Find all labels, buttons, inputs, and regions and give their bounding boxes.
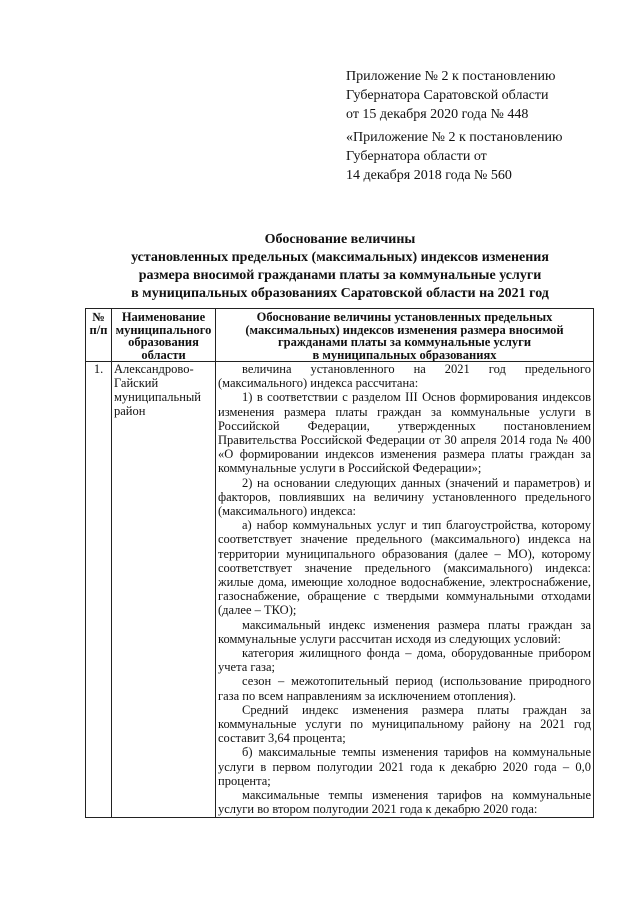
basis-paragraph: а) набор коммунальных услуг и тип благоустройства, которому соответствует значение предельного (максимального) индекса на территории муниципального образования (далее – МО), которому соответствует значение предельного (максимального) индекса: жилые дома, имеющие холодное водоснабжение, электроснабжение, газоснабжение, обращение с твердыми коммунальными отходами (далее – ТКО); [218, 518, 591, 618]
appendix-line: Приложение № 2 к постановлению [346, 69, 556, 84]
title-line: Обоснование величины [264, 232, 416, 247]
title-line: размера вносимой гражданами платы за коммунальные услуги [138, 268, 542, 283]
appendix-line: «Приложение № 2 к постановлению [346, 130, 563, 145]
header-municipality: Наименование муниципального образования области [112, 309, 216, 362]
basis-paragraph: сезон – межотопительный период (использование природного газа по всем направлениям за исключением отопления). [218, 674, 591, 703]
title-line: установленных предельных (максимальных) индексов изменения [131, 250, 549, 265]
title-line: в муниципальных образованиях Саратовской области на 2021 год [131, 286, 549, 301]
basis-paragraph: б) максимальные темпы изменения тарифов на коммунальные услуги в первом полугодии 2021 года к декабрю 2020 года – 0,0 процента; [218, 745, 591, 788]
basis-paragraph: 1) в соответствии с разделом III Основ формирования индексов изменения размера платы граждан за коммунальные услуги в Российской Федерации, утвержденных постановлением Правительства Российской Федерации от 30 апреля 2014 года № 400 «О формировании индексов изменения размера платы граждан за коммунальные услуги в Российской Федерации»; [218, 390, 591, 476]
basis-text [216, 362, 594, 818]
appendix-previous-reference [346, 128, 636, 185]
table-row [86, 362, 594, 818]
table-header-row [86, 309, 594, 362]
basis-paragraph: максимальный индекс изменения размера платы граждан за коммунальные услуги рассчитан исходя из следующих условий: [218, 617, 591, 646]
basis-paragraph: категория жилищного фонда – дома, оборудованные прибором учета газа; [218, 646, 591, 675]
appendix-line: Губернатора области от [346, 149, 487, 164]
basis-paragraph: величина установленного на 2021 год предельного (максимального) индекса рассчитана: [218, 362, 591, 391]
appendix-line: Губернатора Саратовской области [346, 88, 549, 103]
header-number: № п/п [86, 309, 112, 362]
document-title [90, 231, 590, 303]
basis-paragraph: 2) на основании следующих данных (значений и параметров) и факторов, повлиявших на величину установленного предельного (максимального) индекса: [218, 475, 591, 519]
appendix-line: от 15 декабря 2020 года № 448 [346, 107, 529, 122]
basis-paragraph: максимальные темпы изменения тарифов на коммунальные услуги во втором полугодии 2021 года к декабрю 2020 года: [218, 788, 591, 817]
header-basis: Обоснование величины установленных предельных (максимальных) индексов изменения размера вносимой гражданами платы за коммунальные услуги в муниципальных образованиях [216, 309, 594, 362]
appendix-current-reference [346, 67, 636, 124]
row-number: 1. [86, 362, 112, 818]
appendix-line: 14 декабря 2018 года № 560 [346, 168, 512, 183]
municipality-name: Александрово-Гайский муниципальный район [112, 362, 216, 818]
basis-paragraph: Средний индекс изменения размера платы граждан за коммунальные услуги по муниципальному району на 2021 год составит 3,64 процента; [218, 702, 591, 746]
index-basis-table [85, 308, 594, 818]
